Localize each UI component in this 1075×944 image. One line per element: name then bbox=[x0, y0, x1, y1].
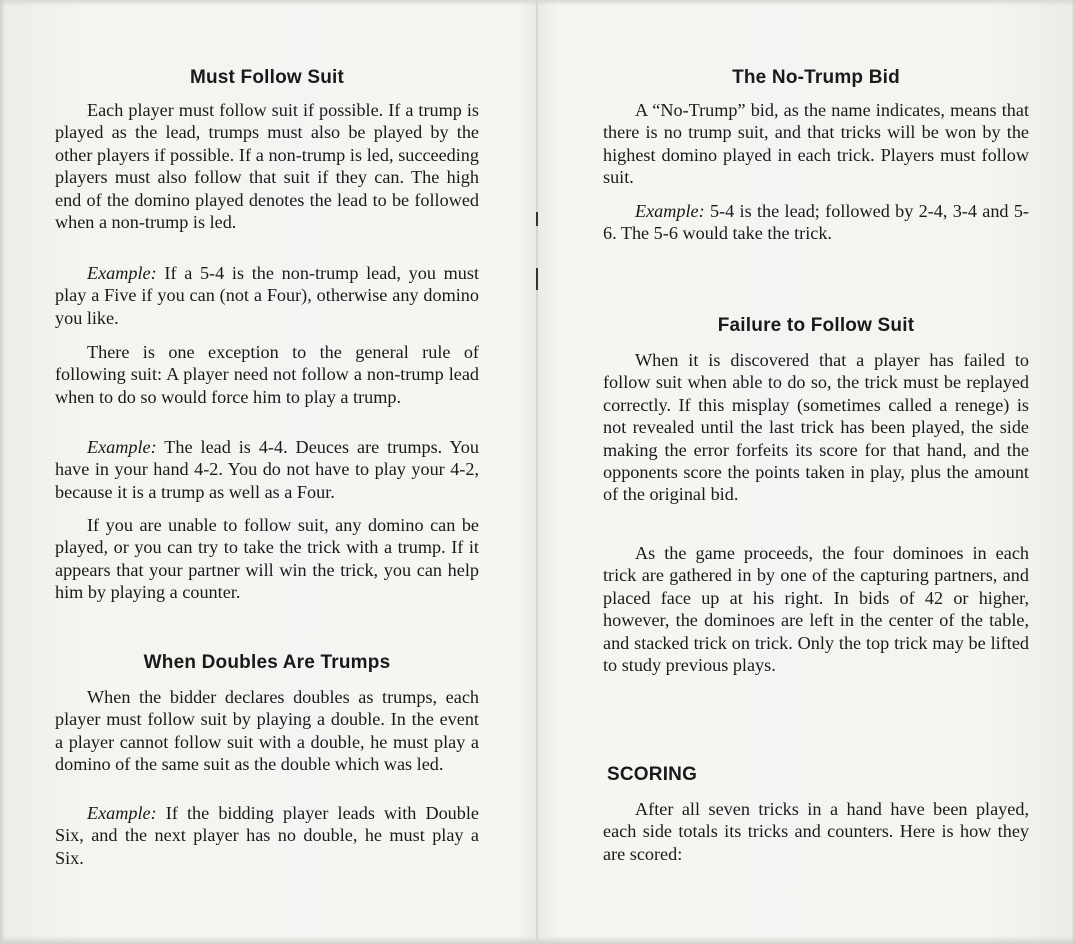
section-heading-no-trump-bid: The No-Trump Bid bbox=[732, 67, 900, 88]
paragraph bbox=[55, 262, 479, 329]
section-heading-must-follow-suit: Must Follow Suit bbox=[189, 67, 345, 88]
page-edge-left bbox=[0, 0, 5, 944]
paragraph-text: A “No-Trump” bid, as the name indicates, means that there is no trump suit, and that tricks will be won by the highest domino played in each trick. Players must follow suit. bbox=[603, 100, 1029, 188]
gutter-staple-bottom bbox=[536, 268, 538, 290]
paragraph-text: After all seven tricks in a hand have been played, each side totals its tricks and counters. Here is how they are scored: bbox=[603, 799, 1029, 864]
paragraph-text: The lead is 4-4. Deuces are trumps. You have in your hand 4-2. You do not have to play your 4-2, because it is a trump as well as a Four. bbox=[55, 437, 479, 502]
paragraph-text: If the bidding player leads with Double Six, and the next player has no double, he must play a Six. bbox=[55, 803, 479, 868]
paragraph bbox=[55, 99, 479, 233]
paragraph-text: When the bidder declares doubles as trumps, each player must follow suit by playing a double. In the event a player cannot follow suit with a double, he must play a domino of the same suit as the double which was led. bbox=[55, 687, 479, 775]
paragraph-text: As the game proceeds, the four dominoes in each trick are gathered in by one of the capturing partners, and placed face up at his right. In bids of 42 or higher, however, the dominoes are left in the center of the table, and stacked trick on trick. Only the top trick may be lifted to study previous plays. bbox=[603, 543, 1029, 676]
paragraph bbox=[603, 200, 1029, 245]
example-label: Example: bbox=[87, 803, 157, 823]
section-heading-when-doubles-are-trumps: When Doubles Are Trumps bbox=[143, 652, 391, 673]
paragraph-text: Each player must follow suit if possible. If a trump is played as the lead, trumps must also be played by the other players if possible. If a non-trump is led, succeeding players must also follow that suit if they can. The high end of the domino played denotes the lead to be followed when a non-trump is led. bbox=[55, 100, 479, 233]
example-label: Example: bbox=[87, 437, 157, 457]
section-heading-scoring: SCORING bbox=[607, 764, 698, 785]
page-edge-right bbox=[1071, 0, 1075, 944]
example-label: Example: bbox=[635, 201, 705, 221]
section-heading-failure-to-follow-suit: Failure to Follow Suit bbox=[717, 315, 915, 336]
paragraph bbox=[55, 341, 479, 408]
gutter-staple-top bbox=[536, 212, 538, 226]
paragraph bbox=[55, 514, 479, 604]
paragraph-text: There is one exception to the general rule of following suit: A player need not follow a non-trump lead when to do so would force him to play a trump. bbox=[55, 342, 479, 407]
paragraph bbox=[603, 798, 1029, 865]
paragraph bbox=[603, 99, 1029, 189]
paragraph-text: If you are unable to follow suit, any domino can be played, or you can try to take the trick with a trump. If it appears that your partner will win the trick, you can help him by playing a counter. bbox=[55, 515, 479, 603]
example-label: Example: bbox=[87, 263, 157, 283]
paragraph bbox=[55, 802, 479, 869]
paragraph bbox=[55, 436, 479, 503]
paragraph bbox=[603, 542, 1029, 676]
paragraph-text: When it is discovered that a player has failed to follow suit when able to do so, the trick must be replayed correctly. If this misplay (sometimes called a renege) is not revealed until the last trick has been played, the side making the error forfeits its score for that hand, and the opponents score the points taken in play, plus the amount of the original bid. bbox=[603, 350, 1029, 505]
paragraph-text: 5-4 is the lead; followed by 2-4, 3-4 and 5-6. The 5-6 would take the trick. bbox=[603, 201, 1029, 244]
paragraph bbox=[55, 686, 479, 776]
paragraph bbox=[603, 349, 1029, 506]
book-gutter bbox=[536, 0, 538, 944]
paragraph-text: If a 5-4 is the non-trump lead, you must play a Five if you can (not a Four), otherwise any domino you like. bbox=[55, 263, 479, 328]
